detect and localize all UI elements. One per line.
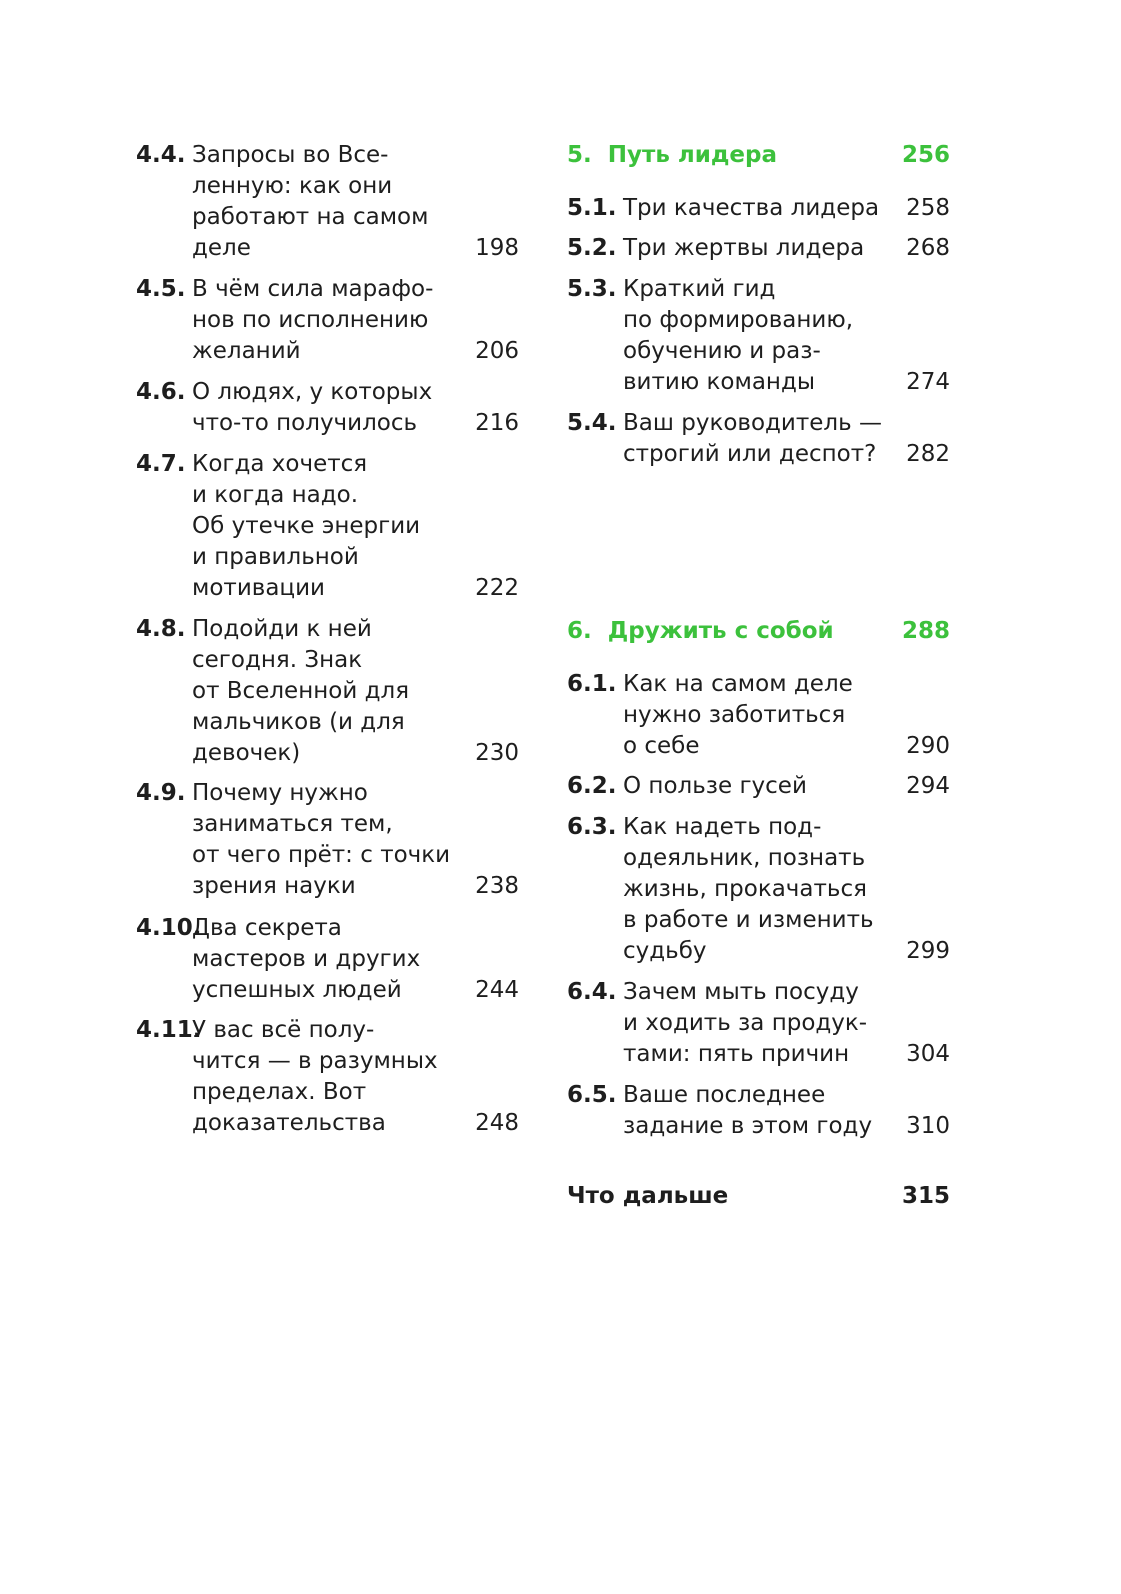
toc-entry-page: 206 <box>475 338 519 364</box>
title-line: Запросы во Все- <box>192 142 389 168</box>
toc-entry-page: 310 <box>906 1113 950 1139</box>
title-line: Два секрета <box>192 915 342 941</box>
title-line: одеяльник, познать <box>623 845 866 871</box>
title-line: Подойди к ней <box>192 616 372 642</box>
title-line: задание в этом году <box>623 1113 873 1139</box>
title-line: и ходить за продук- <box>623 1010 868 1036</box>
toc-entry-page: 248 <box>475 1110 519 1136</box>
final-section-title: Что дальше <box>567 1183 729 1209</box>
toc-entry-number: 6.3. <box>567 814 617 840</box>
title-line: Три жертвы лидера <box>623 235 865 261</box>
title-line: У вас всё полу- <box>192 1017 375 1043</box>
toc-entry-title <box>623 977 873 1070</box>
title-line: обучению и раз- <box>623 338 821 364</box>
toc-entry-number: 4.6. <box>136 379 186 405</box>
title-line: работают на самом <box>192 204 429 230</box>
title-line: зрения науки <box>192 873 356 899</box>
toc-entry-title <box>192 140 452 264</box>
toc-entry-title <box>192 778 452 902</box>
toc-entry-number: 4.11. <box>136 1017 202 1043</box>
title-line: О людях, у которых <box>192 379 433 405</box>
title-line: мальчиков (и для <box>192 709 405 735</box>
toc-entry-title <box>623 669 873 762</box>
toc-entry-number: 5.1. <box>567 195 617 221</box>
toc-entry-number: 6.4. <box>567 979 617 1005</box>
toc-entry-number: 5.3. <box>567 276 617 302</box>
title-line: в работе и изменить <box>623 907 874 933</box>
title-line: доказательства <box>192 1110 386 1136</box>
toc-entry-number: 6.5. <box>567 1082 617 1108</box>
toc-entry-page: 244 <box>475 977 519 1003</box>
title-line: нов по исполнению <box>192 307 429 333</box>
title-line: о себе <box>623 733 700 759</box>
title-line: Ваше последнее <box>623 1082 826 1108</box>
toc-entry-title <box>192 449 452 604</box>
toc-entry-title <box>623 1080 873 1142</box>
toc-entry-page: 216 <box>475 410 519 436</box>
chapter-page: 256 <box>901 142 950 168</box>
title-line: мастеров и других <box>192 946 421 972</box>
title-line: тами: пять причин <box>623 1041 850 1067</box>
title-line: строгий или деспот? <box>623 441 877 467</box>
toc-entry-title <box>192 377 452 439</box>
title-line: сегодня. Знак <box>192 647 363 673</box>
title-line: ленную: как они <box>192 173 393 199</box>
title-line: желаний <box>192 338 301 364</box>
toc-entry-title <box>192 614 452 769</box>
toc-entry-number: 4.9. <box>136 780 186 806</box>
toc-entry-title <box>623 408 882 470</box>
toc-entry-title <box>192 913 452 1006</box>
title-line: Почему нужно <box>192 780 368 806</box>
title-line: успешных людей <box>192 977 402 1003</box>
toc-entry-number: 4.8. <box>136 616 186 642</box>
toc-entry-number: 5.4. <box>567 410 617 436</box>
title-line: Как на самом деле <box>623 671 853 697</box>
toc-entry-page: 304 <box>906 1041 950 1067</box>
toc-entry-page: 230 <box>475 740 519 766</box>
title-line: от чего прёт: с точки <box>192 842 451 868</box>
title-line: от Вселенной для <box>192 678 410 704</box>
title-line: мотивации <box>192 575 325 601</box>
title-line: витию команды <box>623 369 816 395</box>
toc-entry-page: 299 <box>906 938 950 964</box>
title-line: девочек) <box>192 740 301 766</box>
toc-entry-page: 274 <box>906 369 950 395</box>
toc-entry-number: 4.4. <box>136 142 186 168</box>
title-line: Когда хочется <box>192 451 368 477</box>
title-line: пределах. Вот <box>192 1079 367 1105</box>
title-line: Краткий гид <box>623 276 776 302</box>
toc-entry-title <box>623 812 873 967</box>
chapter-title: 5. Путь лидера <box>567 142 777 168</box>
title-line: Ваш руководитель — <box>623 410 882 436</box>
title-line: что-то получилось <box>192 410 418 436</box>
title-line: по формированию, <box>623 307 854 333</box>
final-section-heading[interactable] <box>567 1181 950 1212</box>
toc-entry-number: 6.2. <box>567 773 617 799</box>
toc-entry-page: 290 <box>906 733 950 759</box>
toc-entry-title <box>192 1015 452 1139</box>
toc-entry-number: 6.1. <box>567 671 617 697</box>
toc-entry-number: 4.5. <box>136 276 186 302</box>
toc-entry-page: 294 <box>906 773 950 799</box>
final-section-page: 315 <box>901 1183 950 1209</box>
chapter-title: 6. Дружить с собой <box>567 618 834 644</box>
toc-entry-title <box>192 274 452 367</box>
toc-entry-page: 198 <box>475 235 519 261</box>
title-line: и правильной <box>192 544 359 570</box>
chapter-heading-5[interactable] <box>567 140 950 171</box>
toc-entry-number: 4.7. <box>136 451 186 477</box>
toc-entry-title <box>623 233 873 264</box>
toc-entry-page: 258 <box>906 195 950 221</box>
toc-entry-page: 268 <box>906 235 950 261</box>
title-line: и когда надо. <box>192 482 359 508</box>
title-line: судьбу <box>623 938 707 964</box>
title-line: жизнь, прокачаться <box>623 876 867 902</box>
toc-entry-page: 238 <box>475 873 519 899</box>
toc-entry-number: 5.2. <box>567 235 617 261</box>
chapter-page: 288 <box>901 618 950 644</box>
toc-entry-page: 222 <box>475 575 519 601</box>
title-line: Об утечке энергии <box>192 513 421 539</box>
toc-entry-title <box>623 274 873 398</box>
title-line: Три качества лидера <box>623 195 880 221</box>
toc-entry-title <box>623 193 880 224</box>
title-line: заниматься тем, <box>192 811 393 837</box>
toc-entry-number: 4.10. <box>136 915 202 941</box>
chapter-heading-6[interactable] <box>567 616 950 647</box>
title-line: Зачем мыть посуду <box>623 979 859 1005</box>
title-line: деле <box>192 235 251 261</box>
title-line: В чём сила марафо- <box>192 276 434 302</box>
title-line: Как надеть под- <box>623 814 822 840</box>
toc-entry-page: 282 <box>906 441 950 467</box>
title-line: нужно заботиться <box>623 702 846 728</box>
title-line: О пользе гусей <box>623 773 807 799</box>
title-line: чится — в разумных <box>192 1048 438 1074</box>
toc-entry-title <box>623 771 873 802</box>
